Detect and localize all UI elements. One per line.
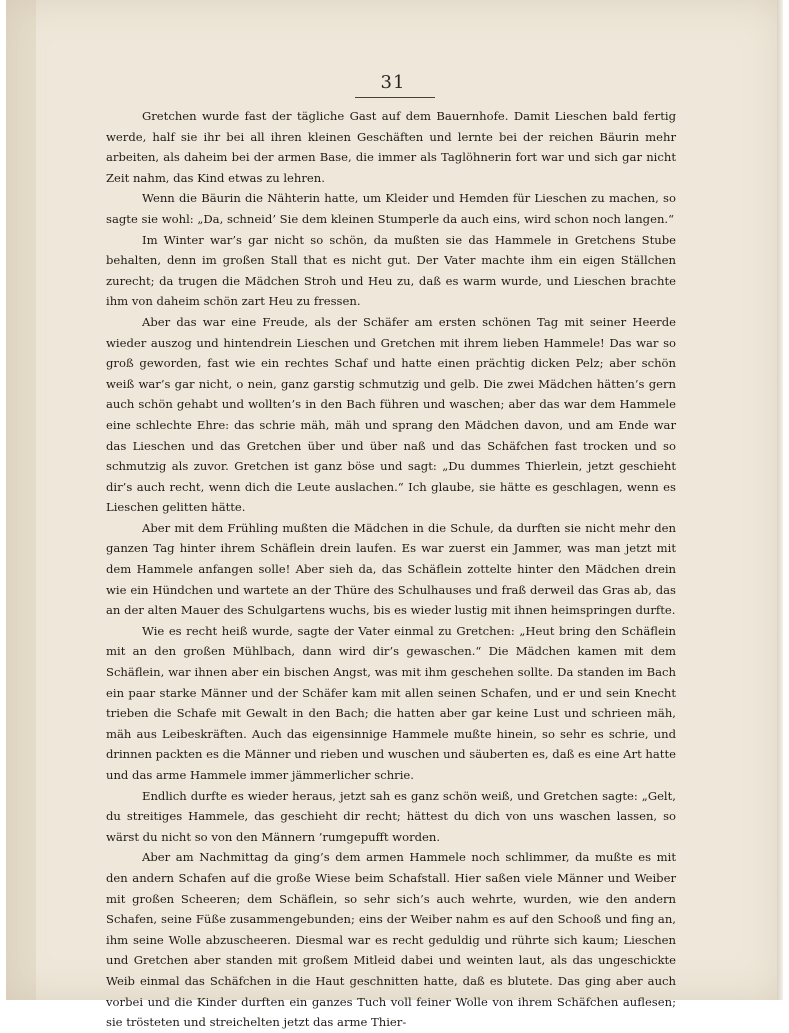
paragraph: Aber am Nachmittag da ging’s dem armen Hammele noch schlimmer, da mußte es mit den andern Schafen auf die große Wiese beim Schafstall. Hier saßen viele Männer und Weiber mit großen Scheeren; dem Schäflein, so sehr sich’s auch wehrte, wurden, wie den andern Schafen, seine Füße zusammengebunden; eins der Weiber nahm es auf den Schooß und fing an, ihm seine Wolle abzuscheeren. Diesmal war es recht geduldig und rührte sich kaum; Lieschen und Gretchen aber standen mit großem Mitleid dabei und weinten laut, als das ungeschickte Weib einmal das Schäfchen in die Haut geschnitten hatte, daß es blutete. Das ging aber auch vorbei und die Kinder durften ein ganzes Tuch voll feiner Wolle von ihrem Schäfchen auflesen; sie trösteten und streichelten jetzt das arme Thier- xyxy=(106,850,676,1030)
page-number: 31 xyxy=(380,72,406,93)
paragraph: Wenn die Bäurin die Nähterin hatte, um Kleider und Hemden für Lieschen zu machen, so sagte sie wohl: „Da, schneid’ Sie dem kleinen Stumperle da auch eins, wird schon noch langen.“ xyxy=(106,191,676,226)
paragraph: Gretchen wurde fast der tägliche Gast auf dem Bauernhofe. Damit Lieschen bald fertig werde, half sie ihr bei all ihren kleinen Geschäften und lernte bei der reichen Bäurin mehr arbeiten, als daheim bei der armen Base, die immer als Taglöhnerin fort war und sich gar nicht Zeit nahm, das Kind etwas zu lehren. xyxy=(106,109,676,185)
paragraph: Aber das war eine Freude, als der Schäfer am ersten schönen Tag mit seiner Heerde wieder auszog und hintendrein Lieschen und Gretchen mit ihrem lieben Hammele! Das war so groß geworden, fast wie ein rechtes Schaf und hatte einen prächtig dicken Pelz; aber schön weiß war’s gar nicht, o nein, ganz garstig schmutzig und gelb. Die zwei Mädchen hätten’s gern auch schön gehabt und wollten’s in den Bach führen und waschen; aber das war dem Hammele eine schlechte Ehre: das schrie mäh, mäh und sprang den Mädchen davon, und am Ende war das Lieschen und das Gretchen über und über naß und das Schäfchen fast trocken und so schmutzig als zuvor. Gretchen ist ganz böse und sagt: „Du dummes Thierlein, jetzt geschieht dir’s auch recht, wenn dich die Leute auslachen.“ Ich glaube, sie hätte es geschlagen, wenn es Lieschen gelitten hätte. xyxy=(106,314,676,515)
page-number-rule xyxy=(355,97,435,98)
page-edge xyxy=(777,0,783,1000)
paragraph: Aber mit dem Frühling mußten die Mädchen in die Schule, da durften sie nicht mehr den ganzen Tag hinter ihrem Schäflein drein laufen. Es war zuerst ein Jammer, was man jetzt mit dem Hammele anfangen solle! Aber sieh da, das Schäflein zottelte hinter den Mädchen drein wie ein Hündchen und wartete an der Thüre des Schulhauses und fraß derweil das Gras ab, das an der alten Mauer des Schulgartens wuchs, bis es wieder lustig mit ihnen heimspringen durfte. xyxy=(106,520,676,618)
paragraph: Wie es recht heiß wurde, sagte der Vater einmal zu Gretchen: „Heut bring den Schäflein mit an den großen Mühlbach, dann wird dir’s gewaschen.“ Die Mädchen kamen mit dem Schäflein, war ihnen aber ein bischen Angst, was mit ihm geschehen sollte. Da standen im Bach ein paar starke Männer und der Schäfer kam mit allen seinen Schafen, und er und sein Knecht trieben die Schafe mit Gewalt in den Bach; die hatten aber gar keine Lust und schrieen mäh, mäh aus Leibeskräften. Auch das eigensinnige Hammele mußte hinein, so sehr es schrie, und drinnen packten es die Männer und rieben und wuschen und säuberten es, daß es eine Art hatte und das arme Hammele immer jämmerlicher schrie. xyxy=(106,623,676,782)
paragraph: Endlich durfte es wieder heraus, jetzt sah es ganz schön weiß, und Gretchen sagte: „Gelt, du streitiges Hammele, das geschieht dir recht; hättest du dich von uns waschen lassen, so wärst du nicht so von den Männern ’rumgepufft worden. xyxy=(106,788,676,844)
page-stain xyxy=(6,0,36,1000)
paragraph: Im Winter war’s gar nicht so schön, da mußten sie das Hammele in Gretchens Stube behalten, denn im großen Stall that es nicht gut. Der Vater machte ihm ein eigen Ställchen zurecht; da trugen die Mädchen Stroh und Heu zu, daß es warm wurde, und Lieschen brachte ihm von daheim schön zart Heu zu fressen. xyxy=(106,232,676,309)
book-page xyxy=(6,0,783,1030)
body-text xyxy=(106,106,676,1033)
